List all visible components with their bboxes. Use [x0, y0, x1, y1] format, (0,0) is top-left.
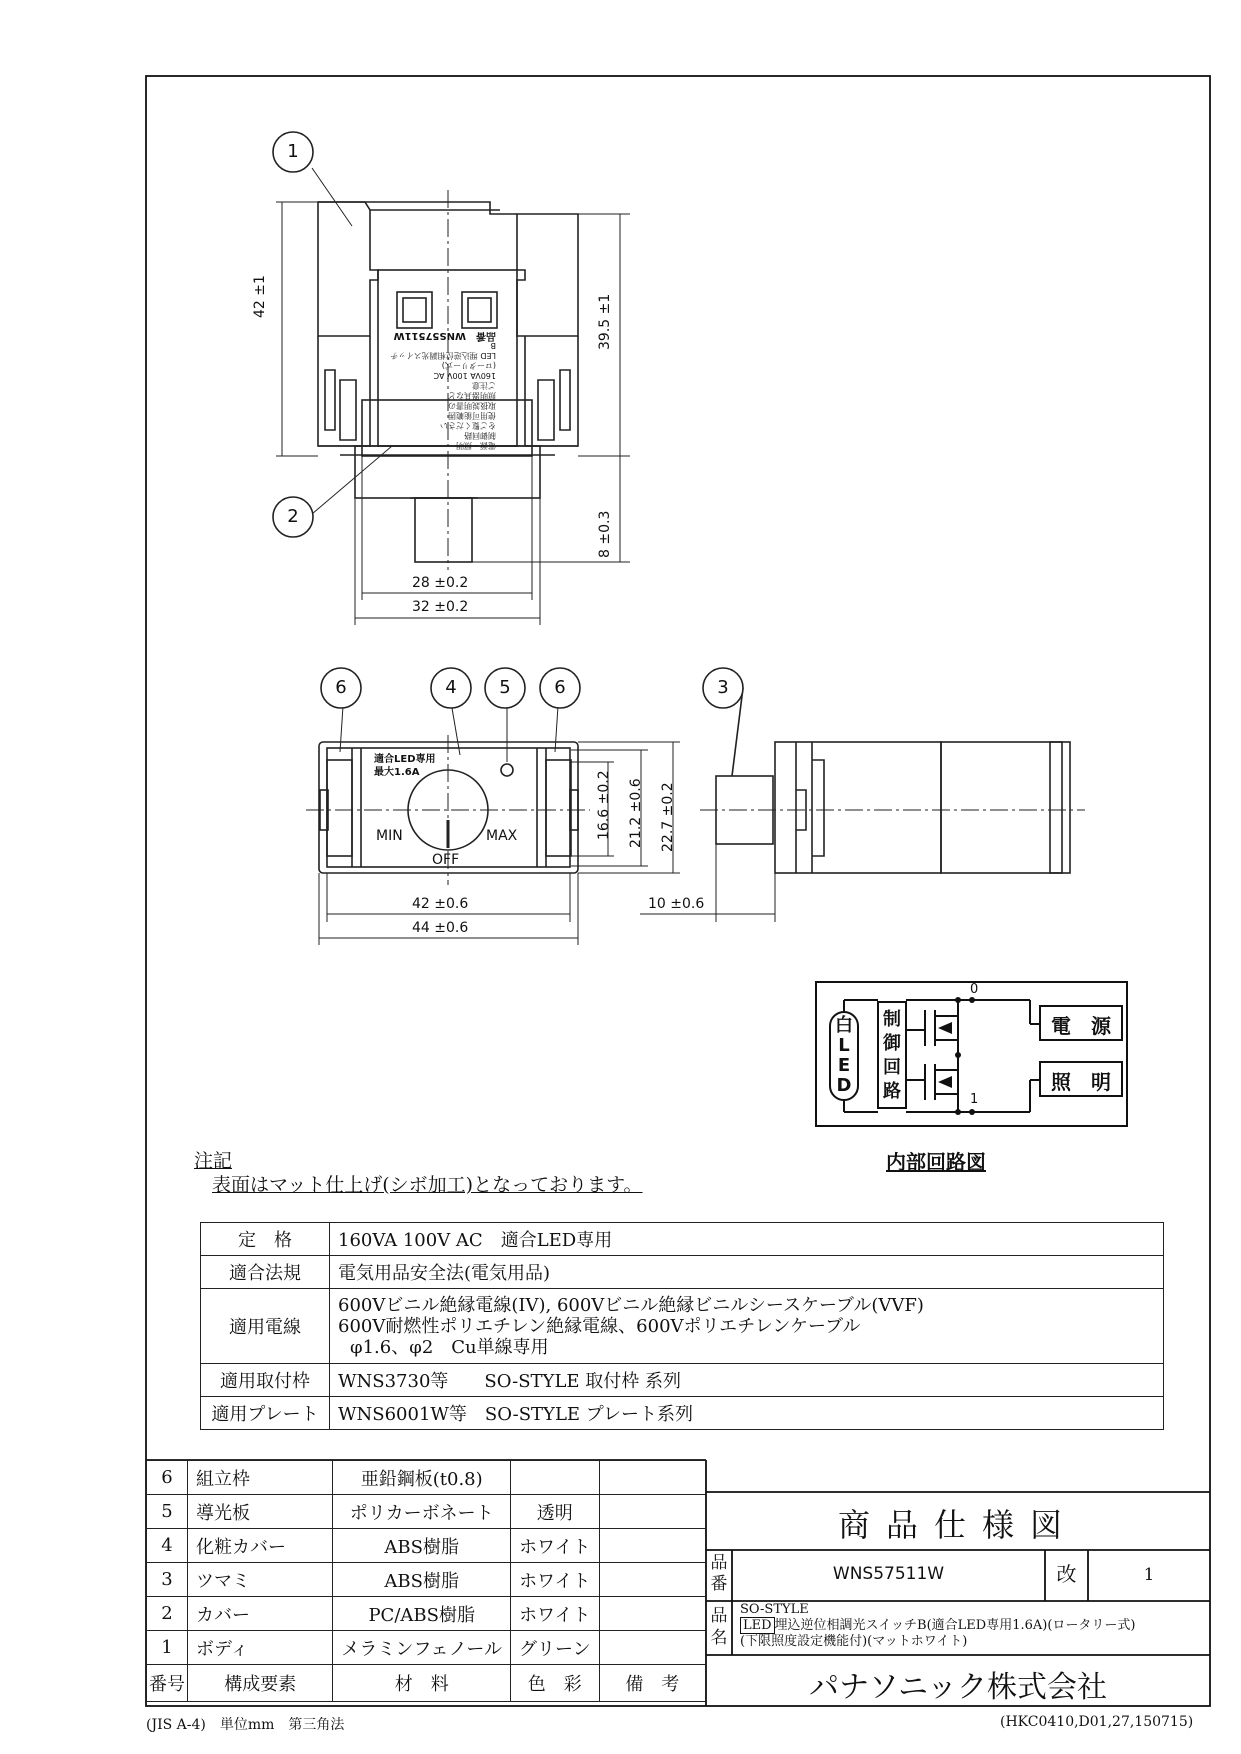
dim-28: 28 ±0.2 [412, 575, 469, 591]
hinmei-label: 品名 [710, 1606, 728, 1648]
circuit-term-0: 0 [970, 982, 979, 997]
spec-row: 定 格 160VA 100V AC 適合LED専用 [201, 1223, 1164, 1256]
callout-1: 1 [287, 141, 299, 162]
label-max: MAX [486, 828, 518, 844]
company-name: パナソニック株式会社 [809, 1670, 1107, 1705]
callout-circles [273, 132, 743, 708]
footer-left: (JIS A-4) 単位mm 第三角法 [146, 1717, 345, 1733]
circuit-power: 電 源 [1051, 1014, 1111, 1038]
kai-value: 1 [1143, 1565, 1155, 1585]
parts-row: 5 導光板 ポリカーボネート 透明 [147, 1495, 706, 1529]
callout-6b: 6 [554, 677, 566, 698]
parts-row: 4 化粧カバー ABS樹脂 ホワイト [147, 1529, 706, 1563]
hinban: WNS57511W [832, 1564, 945, 1584]
dim-21-2: 21.2 ±0.6 [628, 778, 644, 848]
dim-44: 44 ±0.6 [412, 920, 469, 936]
dim-42-front: 42 ±0.6 [412, 896, 469, 912]
circuit-lighting: 照 明 [1051, 1070, 1111, 1094]
circuit-term-1: 1 [970, 1092, 979, 1107]
dim-42: 42 ±1 [252, 275, 268, 318]
dim-10: 10 ±0.6 [648, 896, 705, 912]
spec-row: 適合法規 電気用品安全法(電気用品) [201, 1256, 1164, 1289]
title: 商品仕様図 [837, 1506, 1078, 1544]
dim-16-6: 16.6 ±0.2 [596, 770, 612, 840]
parts-row: 2 カバー PC/ABS樹脂 ホワイト [147, 1597, 706, 1631]
kai-label: 改 [1056, 1562, 1077, 1586]
footer-right: (HKC0410,D01,27,150715) [1000, 1714, 1194, 1730]
face-line1: 適合LED専用 [374, 754, 436, 765]
callout-3: 3 [717, 677, 729, 698]
dim-39-5: 39.5 ±1 [597, 293, 613, 350]
dim-32: 32 ±0.2 [412, 599, 469, 615]
parts-row: 6 組立枠 亜鉛鋼板(t0.8) [147, 1461, 706, 1495]
spec-row: 適用取付枠 WNS3730等 SO-STYLE 取付枠 系列 [201, 1364, 1164, 1397]
circuit-led-label: 白 L E D [835, 1015, 853, 1096]
parts-header-row: 番号 構成要素 材 料 色 彩 備 考 [147, 1665, 706, 1702]
spec-table [200, 1222, 1164, 1430]
spec-row: 適用電線 600Vビニル絶縁電線(IV), 600Vビニル絶縁ビニルシースケーブル(VVF) 600V耐燃性ポリエチレン絶縁電線、600Vポリエチレンケーブル φ1.6、φ2 Cu単線専用 [201, 1289, 1164, 1364]
hinmei: SO-STYLE LED 埋込逆位相調光スイッチB(適合LED専用1.6A)(ロータリー式) (下限照度設定機能付)(マットホワイト) [740, 1602, 1136, 1649]
notes-heading: 注記 [194, 1150, 233, 1172]
label-off: OFF [432, 852, 460, 868]
knob-side-view [700, 688, 1085, 873]
hinban-label: 品番 [710, 1553, 728, 1594]
callout-2: 2 [287, 506, 299, 527]
label-min: MIN [376, 828, 403, 844]
dim-8: 8 ±0.3 [597, 510, 613, 558]
parts-row: 1 ボディ メラミンフェノール グリーン [147, 1631, 706, 1665]
parts-row: 3 ツマミ ABS樹脂 ホワイト [147, 1563, 706, 1597]
circuit-title: 内部回路図 [886, 1150, 986, 1174]
circuit-control-label: 制 御 回 路 [883, 1009, 901, 1102]
callout-4: 4 [445, 677, 457, 698]
face-line2: 最大1.6A [374, 767, 420, 778]
callout-6a: 6 [335, 677, 347, 698]
notes-text: 表面はマット仕上げ(シボ加工)となっております。 [212, 1174, 643, 1196]
callout-5: 5 [499, 677, 511, 698]
parts-table [146, 1460, 706, 1702]
product-label: 電源・照明 制御回路 をご覧ください 使用可能範囲 取扱説明書の 照明器具など ご注意 160VA 100V AC (ロータリー式) LED 埋込逆位相調光スイッチB 品番 WNS57511W [390, 330, 496, 450]
dim-22-7: 22.7 ±0.2 [660, 782, 676, 852]
spec-row: 適用プレート WNS6001W等 SO-STYLE プレート系列 [201, 1397, 1164, 1430]
